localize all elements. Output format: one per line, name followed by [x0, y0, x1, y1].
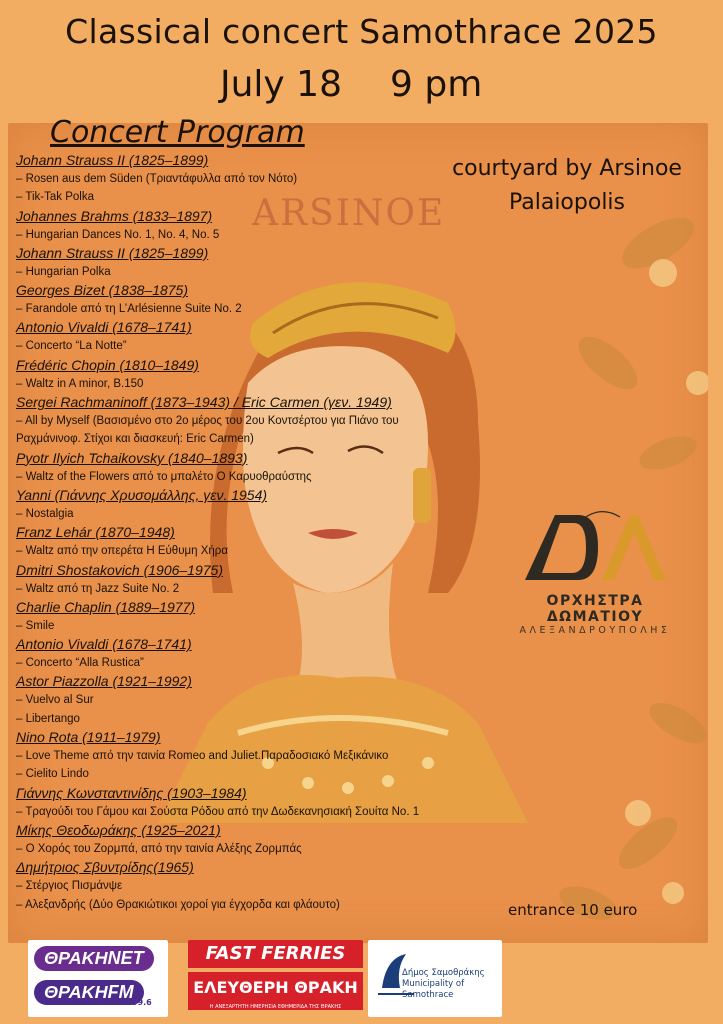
- newspaper-tagline: Η ΑΝΕΞΑΡΤΗΤΗ ΗΜΕΡΗΣΙΑ ΕΦΗΜΕΡΙΔΑ ΤΗΣ ΘΡΑΚΗΣ: [209, 1004, 342, 1010]
- program-composer: Antonio Vivaldi (1678–1741): [16, 636, 192, 653]
- program-work: – Ο Χορός του Ζορμπά, από την ταινία Αλέξης Ζορμπάς: [16, 842, 302, 855]
- program-work: – Cielito Lindo: [16, 768, 89, 781]
- arsinoe-watermark: ARSINOE: [252, 193, 446, 234]
- program-work: – Tik-Tak Polka: [16, 191, 94, 204]
- program-composer: Antonio Vivaldi (1678–1741): [16, 319, 192, 336]
- program-work: – Hungarian Dances No. 1, No. 4, No. 5: [16, 228, 220, 241]
- program-composer: Dmitri Shostakovich (1906–1975): [16, 561, 223, 578]
- venue-line-2: Palaiopolis: [508, 190, 626, 215]
- event-title: Classical concert Samothrace 2025: [65, 12, 658, 51]
- sponsor-municipality-logo: [368, 940, 502, 1017]
- concert-program-list: [16, 151, 516, 914]
- program-work: – Στέργιος Πισμάνψε: [16, 880, 123, 893]
- orchestra-logo: [510, 505, 680, 636]
- program-work: – Love Theme από την ταινία Romeo and Juliet.Παραδοσιακό Μεξικάνικο: [16, 750, 389, 763]
- event-time: 9 pm: [390, 64, 483, 105]
- municipality-text: [402, 968, 502, 1001]
- program-work: – Concerto “Alla Rustica”: [16, 657, 144, 670]
- newspaper-label: ΕΛΕΥΘΕΡΗ ΘΡΑΚΗ: [188, 972, 363, 1010]
- program-work: – Waltz of the Flowers από το μπαλέτο Ο Καρυοθραύστης: [16, 470, 312, 483]
- program-work: – Rosen aus dem Süden (Τριαντάφυλλα από τον Νότο): [16, 173, 298, 185]
- program-work: – Hungarian Polka: [16, 265, 111, 278]
- program-work: – Nostalgia: [16, 507, 74, 520]
- sponsor-thrakinet-logo: [28, 940, 168, 1017]
- program-work: – Vuelvo al Sur: [16, 694, 94, 707]
- program-composer: Astor Piazzolla (1921–1992): [16, 673, 192, 690]
- orchestra-city: ΑΛΕΞΑΝΔΡΟΥΠΟΛΗΣ: [519, 625, 671, 636]
- program-work: – Waltz από τη Jazz Suite No. 2: [16, 582, 180, 595]
- venue-line-1: courtyard by Arsinoe: [452, 156, 682, 181]
- orchestra-logo-mark: [520, 505, 670, 585]
- program-composer: Pyotr Ilyich Tchaikovsky (1840–1893): [16, 449, 248, 466]
- program-work: – All by Myself (Βασισμένο στο 2ο μέρος του 2ου Κοντσέρτου για Πιάνο του Ραχμάνινοφ. Στίχοι και διασκευή: Eric Carmen): [16, 415, 399, 446]
- program-composer: Johann Strauss II (1825–1899): [16, 152, 209, 168]
- program-work: – Waltz από την οπερέτα Η Εύθυμη Χήρα: [16, 545, 228, 558]
- municipality-name-en: Municipality of Samothrace: [402, 979, 465, 1000]
- program-composer: Γιάννης Κωνσταντινίδης (1903–1984): [16, 784, 247, 801]
- entrance-fee: entrance 10 euro: [508, 901, 638, 919]
- program-composer: Franz Lehár (1870–1948): [16, 524, 175, 541]
- sponsor-fastferries-logo: [188, 940, 363, 1017]
- thrakifm-frequency: 99.6: [132, 998, 152, 1007]
- program-composer: Johannes Brahms (1833–1897): [16, 207, 213, 224]
- program-heading: Concert Program: [50, 115, 305, 150]
- program-work: – Αλεξανδρής (Δύο Θρακιώτικοι χοροί για έγχορδα και φλάουτο): [16, 898, 340, 911]
- program-composer: Frédéric Chopin (1810–1849): [16, 356, 199, 373]
- program-composer: Charlie Chaplin (1889–1977): [16, 598, 196, 615]
- event-date: July 18: [220, 64, 342, 105]
- program-composer: Sergei Rachmaninoff (1873–1943) / Eric Carmen (γεν. 1949): [16, 394, 392, 411]
- thrakinet-label: ΘΡΑΚΗNET: [34, 946, 154, 971]
- program-composer: Nino Rota (1911–1979): [16, 729, 161, 746]
- program-work: – Smile: [16, 619, 55, 632]
- thrakifm-label: ΘΡΑΚΗFM: [34, 980, 144, 1005]
- program-composer: Δημήτριος Σβυντρίδης(1965): [16, 859, 194, 876]
- program-work: – Libertango: [16, 712, 80, 725]
- program-work: – Concerto “La Notte”: [16, 340, 127, 353]
- program-composer: Yanni (Γιάννης Χρυσομάλλης, γεν. 1954): [16, 486, 268, 503]
- municipality-name-gr: Δήμος Σαμοθράκης: [402, 968, 485, 978]
- program-work: – Waltz in A minor, B.150: [16, 377, 144, 390]
- program-composer: Johann Strauss II (1825–1899): [16, 244, 209, 261]
- program-composer: Μίκης Θεοδωράκης (1925–2021): [16, 821, 221, 838]
- event-date-time: [220, 64, 482, 105]
- program-work: – Τραγούδι του Γάμου και Σούστα Ρόδου από την Δωδεκανησιακή Σουίτα No. 1: [16, 805, 420, 818]
- orchestra-name: ΟΡΧΗΣΤΡΑ ΔΩΜΑΤΙΟΥ: [546, 593, 644, 625]
- program-work: – Farandole από τη L’Arlésienne Suite No. 2: [16, 303, 242, 316]
- fastferries-label: FAST FERRIES: [188, 940, 363, 968]
- program-composer: Georges Bizet (1838–1875): [16, 282, 188, 299]
